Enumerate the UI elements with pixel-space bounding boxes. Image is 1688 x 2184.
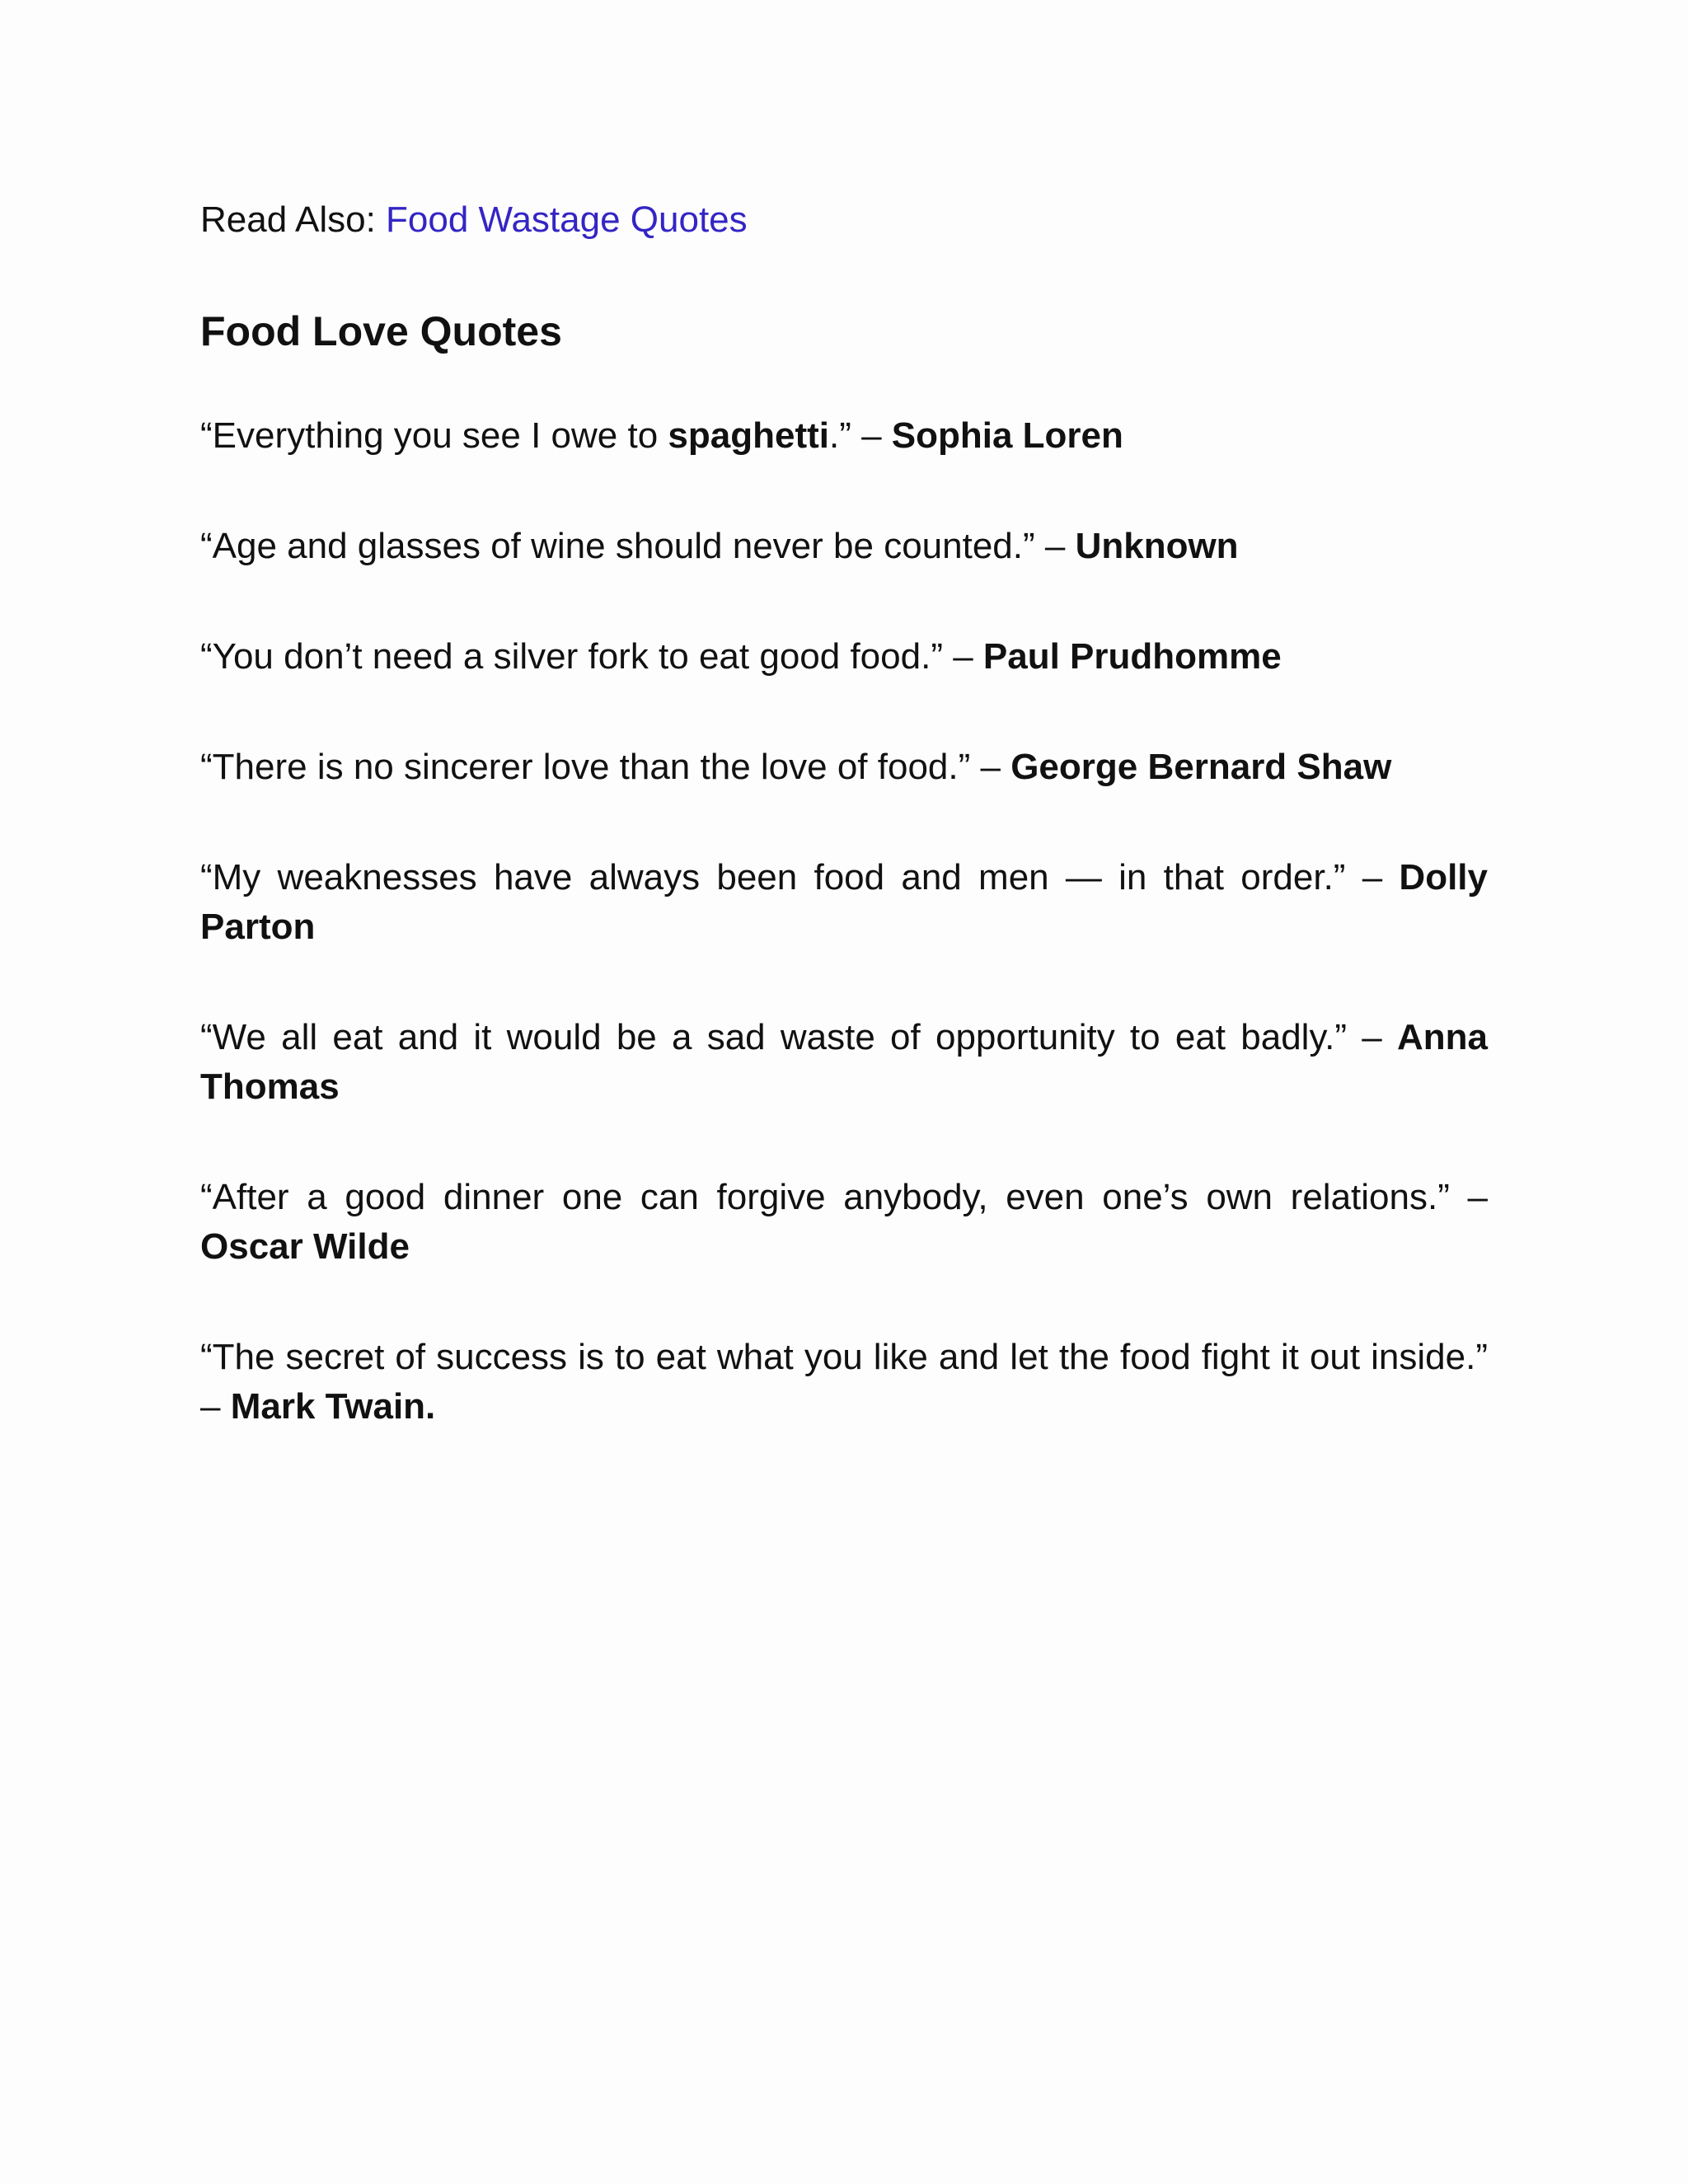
quote-author: Sophia Loren	[891, 415, 1123, 456]
quote-text: “Everything you see I owe to	[200, 415, 668, 456]
quote-item	[200, 1013, 1488, 1112]
quote-text-end: .” –	[828, 415, 892, 456]
quote-author: George Bernard Shaw	[1010, 747, 1392, 787]
quote-item	[200, 632, 1488, 682]
read-also-label: Read Also:	[200, 199, 387, 240]
quote-author: Dolly Parton	[200, 857, 1488, 947]
quote-item	[200, 1173, 1488, 1272]
quote-text: “There is no sincerer love than the love of food.” –	[200, 747, 1011, 787]
read-also-line	[200, 191, 1488, 249]
food-wastage-quotes-link[interactable]: Food Wastage Quotes	[386, 199, 748, 240]
section-heading: Food Love Quotes	[200, 308, 562, 354]
quote-author: Mark Twain.	[230, 1386, 436, 1427]
quote-author: Oscar Wilde	[200, 1226, 410, 1267]
quote-text: “After a good dinner one can forgive anybody, even one’s own relations.” –	[200, 1177, 1488, 1217]
quote-author: Anna Thomas	[200, 1017, 1488, 1107]
quote-text: “You don’t need a silver fork to eat good food.” –	[200, 636, 983, 677]
quote-item	[200, 1333, 1488, 1432]
quote-item	[200, 853, 1488, 952]
quote-emphasis: spaghetti	[668, 415, 829, 456]
quote-item	[200, 522, 1488, 571]
quotes-list	[200, 411, 1488, 1432]
quote-author: Paul Prudhomme	[982, 636, 1282, 677]
quote-item	[200, 743, 1488, 792]
quote-text: “We all eat and it would be a sad waste of opportunity to eat badly.” –	[200, 1017, 1397, 1057]
quote-text: “Age and glasses of wine should never be counted.” –	[200, 526, 1076, 566]
quote-text: “The secret of success is to eat what you like and let the food fight it out inside.” –	[200, 1337, 1488, 1427]
quote-text: “My weaknesses have always been food and men — in that order.” –	[200, 857, 1400, 898]
quote-item	[200, 411, 1488, 461]
quote-author: Unknown	[1075, 526, 1239, 566]
